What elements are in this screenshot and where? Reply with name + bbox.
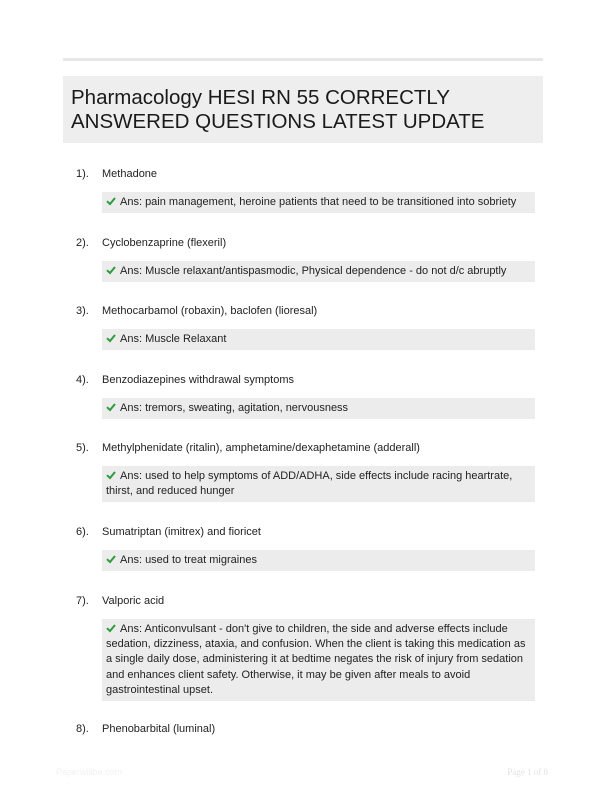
checkmark-icon	[106, 265, 116, 275]
checkmark-icon	[106, 623, 116, 633]
checkmark-icon	[106, 470, 116, 480]
answer-text: Ans: tremors, sweating, agitation, nervousness	[120, 402, 349, 414]
answer-box	[102, 466, 535, 502]
checkmark-icon	[106, 402, 116, 412]
answer-text: Ans: used to treat migraines	[120, 554, 257, 566]
question-text: Cyclobenzaprine (flexeril)	[102, 237, 227, 249]
checkmark-icon	[106, 554, 116, 564]
answer-box	[102, 619, 535, 701]
question-text: Methocarbamol (robaxin), baclofen (lioresal)	[102, 305, 318, 317]
top-rule	[63, 58, 543, 61]
question-text: Methylphenidate (ritalin), amphetamine/dexaphetamine (adderall)	[102, 442, 420, 454]
footer-watermark: Paperwillbe.com	[56, 767, 123, 777]
page-number: Page 1 of 8	[507, 767, 548, 777]
answer-text: Ans: Muscle Relaxant	[120, 333, 227, 345]
answer-box	[102, 261, 535, 282]
answer-box	[102, 550, 535, 571]
question-number: 6).	[76, 526, 89, 538]
question-text: Phenobarbital (luminal)	[102, 723, 216, 735]
question-number: 2).	[76, 237, 89, 249]
answer-box	[102, 398, 535, 419]
checkmark-icon	[106, 196, 116, 206]
answer-text: Ans: Muscle relaxant/antispasmodic, Physical dependence - do not d/c abruptly	[120, 265, 507, 277]
question-text: Sumatriptan (imitrex) and fioricet	[102, 526, 261, 538]
question-number: 1).	[76, 168, 89, 180]
question-text: Valporic acid	[102, 595, 165, 607]
question-number: 7).	[76, 595, 89, 607]
page-title: Pharmacology HESI RN 55 CORRECTLY ANSWERED QUESTIONS LATEST UPDATE	[71, 86, 485, 133]
question-text: Benzodiazepines withdrawal symptoms	[102, 374, 294, 386]
answer-text: Ans: used to help symptoms of ADD/ADHA, side effects include racing heartrate, thirst, and reduced hunger	[106, 470, 513, 498]
checkmark-icon	[106, 333, 116, 343]
question-text: Methadone	[102, 168, 158, 180]
title-box	[63, 76, 543, 143]
answer-text: Ans: Anticonvulsant - don't give to children, the side and adverse effects include sedation, dizziness, ataxia, and confusion. When the client is taking this medication as a single daily dose, administering it at bedtime negates the risk of injury from sedation and enhances client safety. Otherwise, it may be given after meals to avoid gastrointestinal upset.	[106, 623, 526, 696]
question-number: 5).	[76, 442, 89, 454]
question-number: 3).	[76, 305, 89, 317]
question-number: 8).	[76, 723, 89, 735]
answer-text: Ans: pain management, heroine patients that need to be transitioned into sobriety	[120, 196, 517, 208]
question-number: 4).	[76, 374, 89, 386]
answer-box	[102, 192, 535, 213]
answer-box	[102, 329, 535, 350]
